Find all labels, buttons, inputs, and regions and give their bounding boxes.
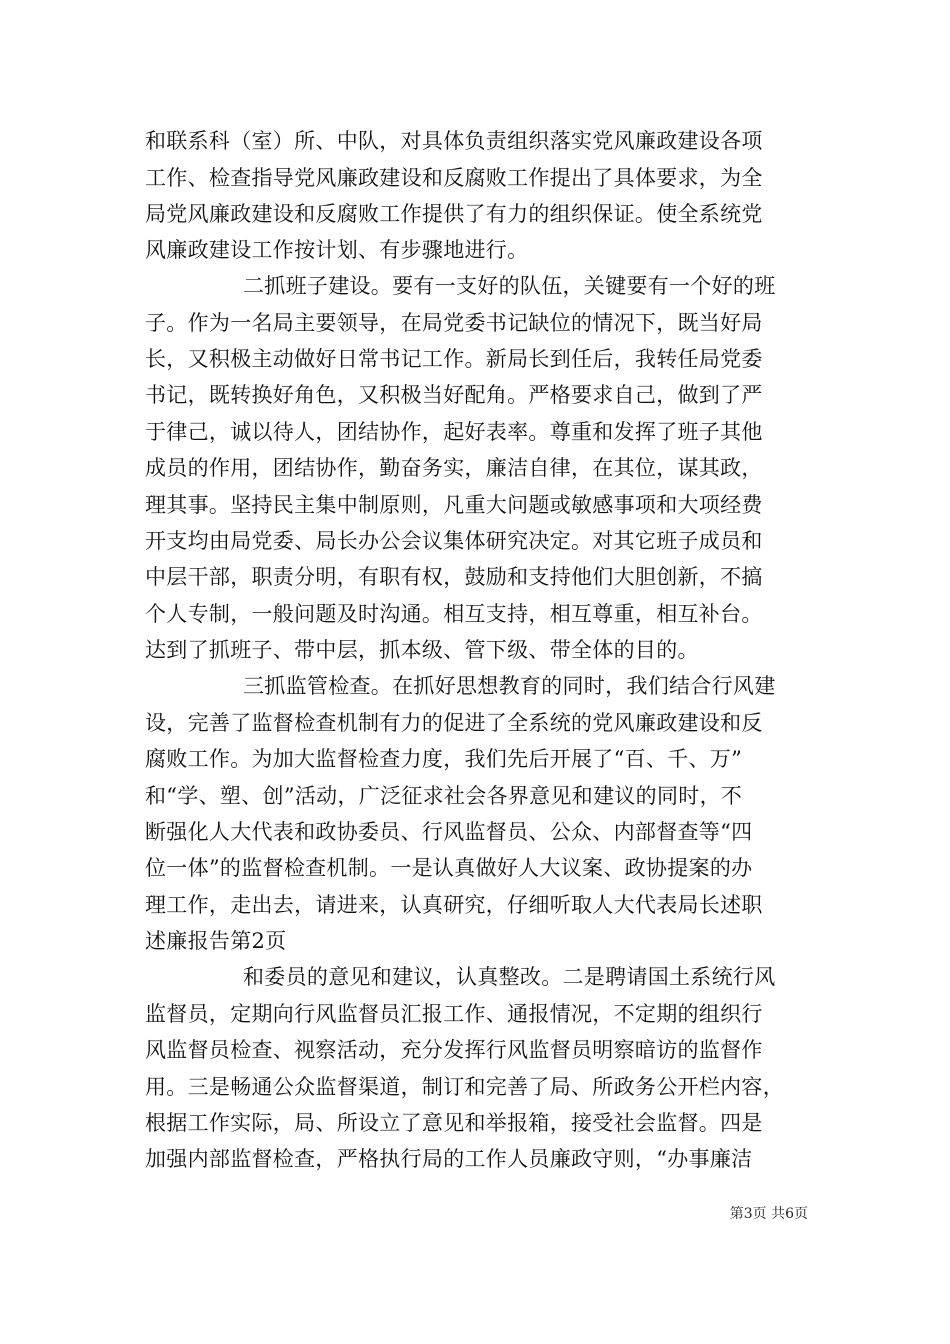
text-line: 风廉政建设工作按计划、有步骤地进行。 bbox=[145, 238, 529, 262]
text-line: 理工作，走出去，请进来，认真研究，仔细听取人大代表局长述职 bbox=[145, 893, 763, 917]
text-line: 个人专制，一般问题及时沟通。相互支持，相互尊重，相互补台。 bbox=[145, 602, 763, 626]
text-line: 设，完善了监督检查机制有力的促进了全系统的党风廉政建设和反 bbox=[145, 711, 763, 735]
text-line: 位一体”的监督检查机制。一是认真做好人大议案、政协提案的办 bbox=[145, 856, 753, 880]
text-line: 达到了抓班子、带中层，抓本级、管下级、带全体的目的。 bbox=[145, 638, 699, 662]
paragraph-start-line: 二抓班子建设。要有一支好的队伍，关键要有一个好的班 bbox=[243, 274, 776, 298]
text-line: 和“学、塑、创”活动，广泛征求社会各界意见和建议的同时，不 bbox=[145, 784, 743, 808]
page-number-footer: 第3页 共6页 bbox=[729, 1206, 808, 1222]
text-line: 和联系科（室）所、中队，对具体负责组织落实党风廉政建设各项 bbox=[145, 129, 763, 153]
text-line: 长，又积极主动做好日常书记工作。新局长到任后，我转任局党委 bbox=[145, 347, 763, 371]
text-line: 根据工作实际，局、所设立了意见和举报箱，接受社会监督。四是 bbox=[145, 1111, 763, 1135]
paragraph-start-line: 和委员的意见和建议，认真整改。二是聘请国土系统行风 bbox=[243, 965, 776, 989]
text-line: 理其事。坚持民主集中制原则，凡重大问题或敏感事项和大项经费 bbox=[145, 493, 763, 517]
text-line: 局党风廉政建设和反腐败工作提供了有力的组织保证。使全系统党 bbox=[145, 202, 763, 226]
text-line: 监督员，定期向行风监督员汇报工作、通报情况，不定期的组织行 bbox=[145, 1002, 763, 1026]
text-line: 断强化人大代表和政协委员、行风监督员、公众、内部督查等“四 bbox=[145, 820, 753, 844]
text-line: 用。三是畅通公众监督渠道，制订和完善了局、所政务公开栏内容， bbox=[145, 1075, 784, 1099]
text-line bbox=[145, 1179, 825, 1213]
text-line: 成员的作用，团结协作，勤奋务实，廉洁自律，在其位，谋其政， bbox=[145, 456, 763, 480]
text-line: 书记，既转换好角色，又积极当好配角。严格要求自己，做到了严 bbox=[145, 383, 763, 407]
text-line: 述廉报告第2页 bbox=[145, 929, 287, 953]
text-line: 中层干部，职责分明，有职有权，鼓励和支持他们大胆创新，不搞 bbox=[145, 565, 763, 589]
text-line: 开支均由局党委、局长办公会议集体研究决定。对其它班子成员和 bbox=[145, 529, 763, 553]
paragraph-start-line: 三抓监管检查。在抓好思想教育的同时，我们结合行风建 bbox=[243, 674, 776, 698]
text-line: 加强内部监督检查，严格执行局的工作人员廉政守则，“办事廉洁 bbox=[145, 1147, 753, 1171]
text-line: 风监督员检查、视察活动，充分发挥行风监督员明察暗访的监督作 bbox=[145, 1038, 763, 1062]
text-line: 子。作为一名局主要领导，在局党委书记缺位的情况下，既当好局 bbox=[145, 311, 763, 335]
text-line: 于律己，诚以待人，团结协作，起好表率。尊重和发挥了班子其他 bbox=[145, 420, 763, 444]
text-line: 腐败工作。为加大监督检查力度，我们先后开展了“百、千、万” bbox=[145, 747, 743, 771]
text-line: 工作、检查指导党风廉政建设和反腐败工作提出了具体要求，为全 bbox=[145, 166, 763, 190]
